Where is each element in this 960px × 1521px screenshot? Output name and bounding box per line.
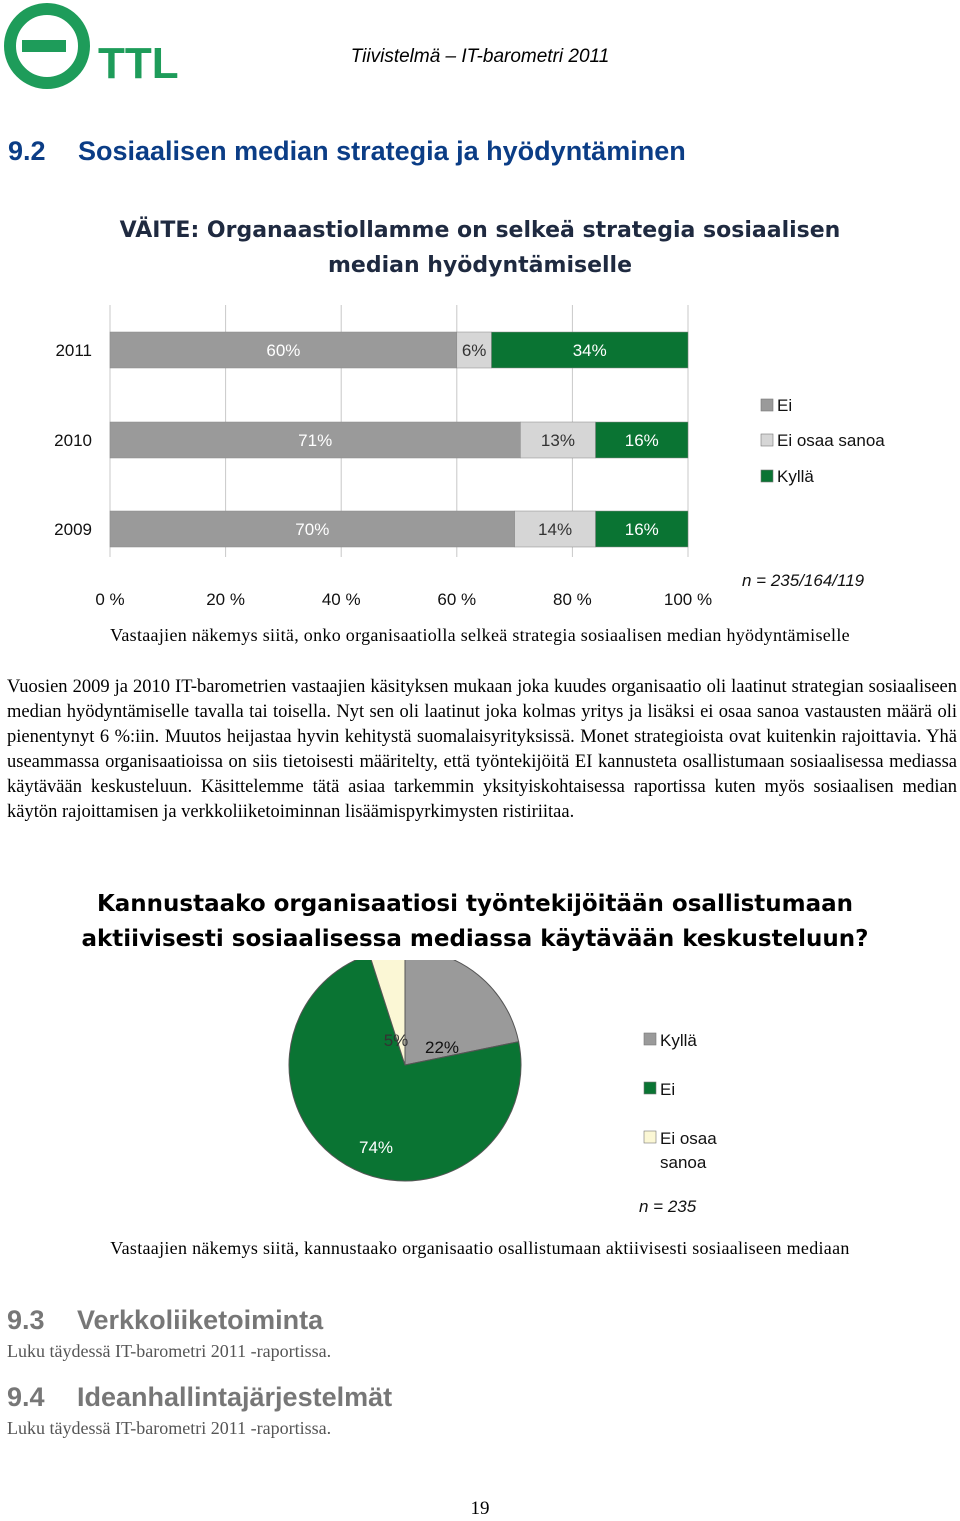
bar-value-label: 14% bbox=[538, 520, 573, 539]
x-tick-label: 100 % bbox=[663, 590, 713, 609]
pie-chart bbox=[0, 960, 960, 1225]
legend-label: Ei bbox=[660, 1080, 676, 1099]
section-title: Verkkoliiketoiminta bbox=[77, 1305, 324, 1335]
stacked-bar-chart bbox=[0, 295, 960, 620]
section-heading-9-2 bbox=[8, 136, 686, 167]
page-number: 19 bbox=[470, 1498, 490, 1519]
bar-value-label: 60% bbox=[266, 341, 301, 360]
bar-value-label: 70% bbox=[295, 520, 330, 539]
legend-swatch bbox=[644, 1131, 656, 1143]
section-number: 9.3 bbox=[7, 1305, 45, 1335]
chart1-title-line1: VÄITE: Organaastiollamme on selkeä strategia sosiaalisen bbox=[119, 218, 841, 243]
legend-swatch bbox=[761, 434, 773, 446]
pie-value-label: 74% bbox=[358, 1138, 394, 1157]
legend-swatch bbox=[644, 1082, 656, 1094]
bar-value-label: 16% bbox=[624, 520, 659, 539]
chart1-caption: Vastaajien näkemys siitä, onko organisaatiolla selkeä strategia sosiaalisen median hyödyntämiselle bbox=[110, 625, 850, 645]
y-category-label: 2009 bbox=[54, 520, 92, 539]
legend-label: Ei osaa sanoa bbox=[777, 431, 885, 450]
section-number: 9.4 bbox=[7, 1382, 45, 1412]
bar-value-label: 16% bbox=[624, 431, 659, 450]
section-title: Sosiaalisen median strategia ja hyödyntäminen bbox=[78, 136, 686, 166]
pie-value-label: 22% bbox=[424, 1038, 460, 1057]
body-paragraph: Vuosien 2009 ja 2010 IT-barometrien vastaajien käsityksen mukaan joka kuudes organisaatio oli laatinut strategian sosiaaliseen median hyödyntämiselle tavalla tai toisella. Nyt sen oli laatinut joka kolmas yritys ja lisäksi ei osaa sanoa vastausten määrä oli pienentynyt 6 %:iin. Muutos heijastaa hyvin kehitystä suomalaisyrityksissä. Monet strategioista ovat kuitenkin rajoittavia. Yhä useammassa organisaatioissa on siis tietoisesti määritelty, että työntekijöitä EI kannusteta osallistumaan sosiaalisessa mediassa käytävään keskusteluun. Käsittelemme tätä asiaa tarkemmin yksityiskohtaisessa raportissa kuten myös sosiaalisen median käytön rajoittamisen ja verkkoliiketoiminnan lisäämispyrkimysten ristiriitaa. bbox=[7, 677, 957, 822]
x-tick-label: 60 % bbox=[437, 590, 477, 609]
x-tick-label: 40 % bbox=[321, 590, 361, 609]
document-header-title: Tiivistelmä – IT-barometri 2011 bbox=[350, 46, 610, 67]
chart1-title-line2: median hyödyntämiselle bbox=[327, 253, 632, 278]
legend-label: Ei osaa sanoa bbox=[660, 1129, 717, 1172]
bar-value-label: 34% bbox=[572, 341, 607, 360]
bar-value-label: 71% bbox=[298, 431, 333, 450]
legend-swatch bbox=[761, 399, 773, 411]
section-number: 9.2 bbox=[8, 136, 46, 166]
section-9-3-note: Luku täydessä IT-barometri 2011 -raportissa. bbox=[7, 1341, 332, 1361]
sample-size-note: n = 235 bbox=[639, 1197, 697, 1216]
chart1-title bbox=[80, 213, 880, 283]
legend-swatch bbox=[644, 1033, 656, 1045]
y-category-label: 2011 bbox=[55, 341, 92, 360]
x-tick-label: 0 % bbox=[95, 590, 125, 609]
sample-size-note: n = 235/164/119 bbox=[742, 571, 865, 590]
logo-text: TTL bbox=[98, 39, 179, 88]
bar-value-label: 13% bbox=[540, 431, 575, 450]
legend-swatch bbox=[761, 470, 773, 482]
legend-label: Ei bbox=[777, 396, 793, 415]
chart2-caption: Vastaajien näkemys siitä, kannustaako organisaatio osallistumaan aktiivisesti sosiaaliseen mediaan bbox=[110, 1238, 850, 1258]
chart2-title-line1: Kannustaako organisaatiosi työntekijöitään osallistumaan bbox=[96, 891, 854, 917]
pie-value-label: 5% bbox=[383, 1031, 409, 1050]
chart2-title-line2: aktiivisesti sosiaalisessa mediassa käytävään keskusteluun? bbox=[81, 926, 869, 952]
y-category-label: 2010 bbox=[54, 431, 92, 450]
section-heading-9-4 bbox=[7, 1382, 392, 1413]
x-tick-label: 20 % bbox=[206, 590, 245, 609]
section-heading-9-3 bbox=[7, 1305, 323, 1336]
legend-label: Kyllä bbox=[660, 1031, 697, 1050]
x-tick-label: 80 % bbox=[553, 590, 592, 609]
section-title: Ideanhallintajärjestelmät bbox=[77, 1382, 393, 1412]
bar-value-label: 6% bbox=[461, 341, 487, 360]
chart2-title bbox=[60, 887, 890, 957]
section-9-4-note: Luku täydessä IT-barometri 2011 -raportissa. bbox=[7, 1418, 332, 1438]
legend-label: Kyllä bbox=[777, 467, 814, 486]
